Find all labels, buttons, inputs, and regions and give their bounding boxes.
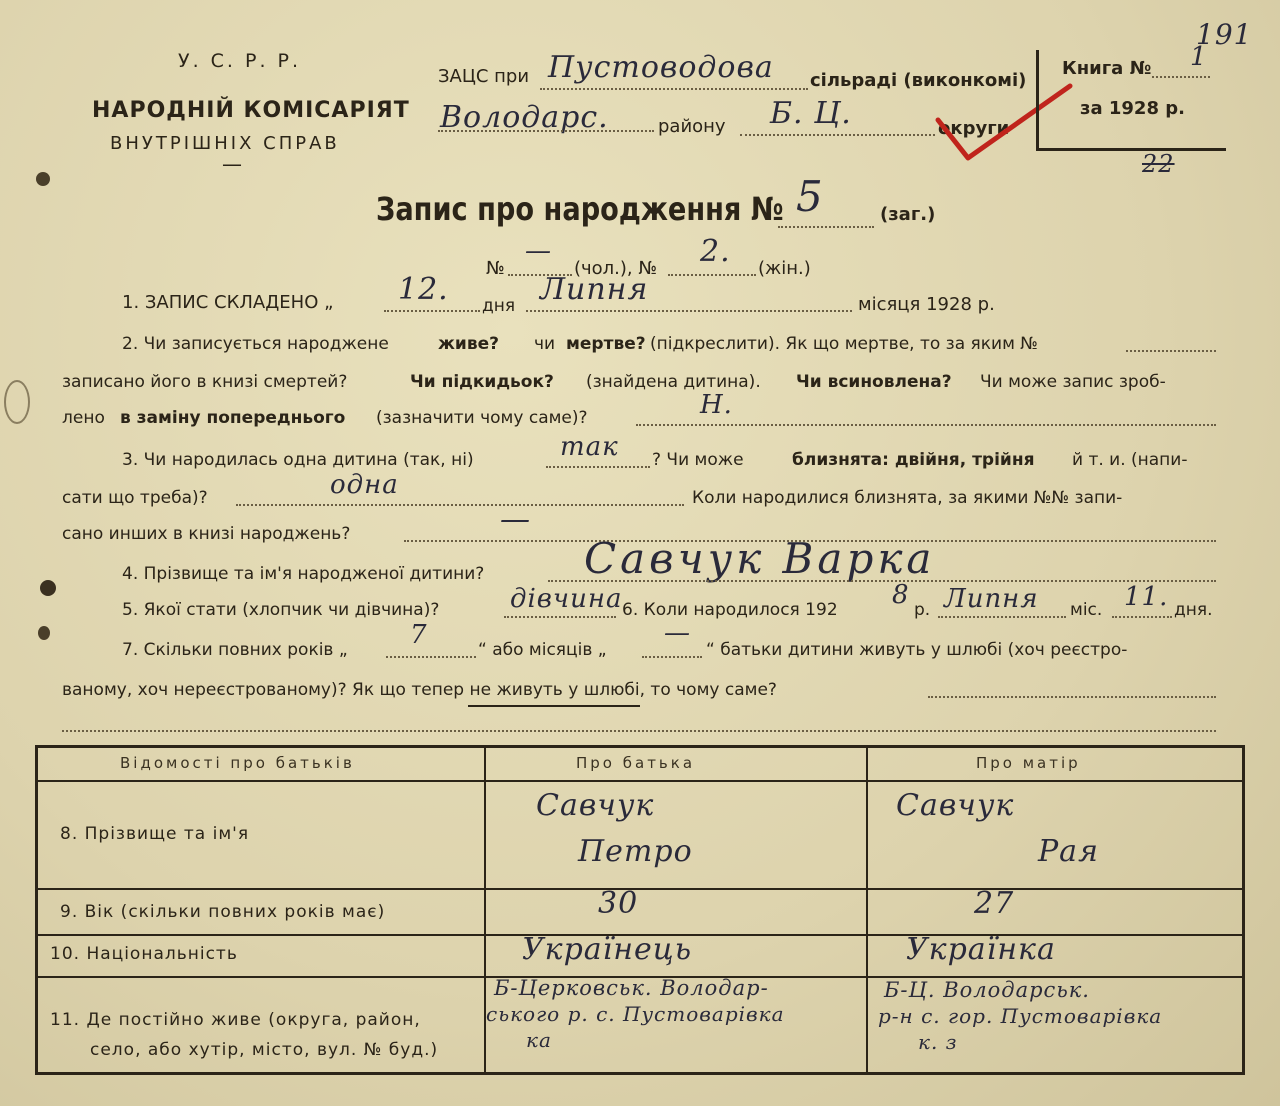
mother-residence-line1: Б-Ц. Володарськ. bbox=[884, 978, 1090, 1002]
table-header-divider bbox=[38, 780, 1242, 782]
item6-r: р. bbox=[914, 600, 931, 620]
zags-dotline bbox=[540, 88, 808, 90]
item1-day-label: дня bbox=[482, 296, 516, 316]
record-title: Запис про народження № bbox=[376, 190, 784, 228]
parents-table bbox=[35, 745, 1245, 1075]
punch-hole-mark bbox=[40, 580, 56, 596]
item7-d: ваному, хоч нереєстрованому)? Як що тепер не живуть у шлюбі, то чому саме? bbox=[62, 680, 777, 700]
item2-replace: в заміну попереднього bbox=[120, 408, 346, 428]
item2-dotline1 bbox=[1126, 350, 1216, 352]
item3-line2-a: сати що треба)? bbox=[62, 488, 208, 508]
male-label: (чол.), № bbox=[574, 258, 658, 279]
record-number-dotline bbox=[778, 226, 874, 228]
item1-month-dotline bbox=[526, 310, 852, 312]
zags-prefix: ЗАЦС при bbox=[438, 66, 530, 87]
header-dash: — bbox=[222, 152, 242, 176]
item1-suffix: місяця 1928 р. bbox=[858, 294, 995, 315]
item2-alive: живе? bbox=[438, 334, 499, 354]
father-residence-line2: ського р. с. Пустоварівка bbox=[486, 1002, 785, 1026]
table-header-info: Відомості про батьків bbox=[120, 754, 355, 772]
item7-years-dotline bbox=[386, 656, 476, 658]
item3-line1-c: й т. и. (напи- bbox=[1072, 450, 1188, 470]
item3-value2: одна bbox=[330, 470, 399, 500]
item7-underline bbox=[468, 705, 640, 707]
item2-or: чи bbox=[534, 334, 556, 354]
table-col-divider-2 bbox=[866, 748, 868, 1072]
item3-line2-b: Коли народилися близнята, за якими №№ запи- bbox=[692, 488, 1123, 508]
item7-b: “ або місяців „ bbox=[478, 640, 607, 660]
male-number-value: — bbox=[525, 236, 552, 266]
item3-line1-a: 3. Чи народилась одна дитина (так, ні) bbox=[122, 450, 474, 470]
table-row-divider-1 bbox=[38, 888, 1242, 890]
silradi-label: сільраді (виконкомі) bbox=[810, 70, 1027, 91]
item1-day-dotline bbox=[384, 310, 480, 312]
child-name-value: Савчук Варка bbox=[584, 534, 936, 583]
item5-dotline bbox=[504, 616, 616, 618]
book-label: Книга № bbox=[1062, 58, 1152, 79]
item3-value3: — bbox=[500, 502, 531, 537]
district-dotline bbox=[438, 130, 654, 132]
row9-label: 9. Вік (скільки повних років має) bbox=[60, 902, 386, 922]
record-number: 5 bbox=[796, 172, 827, 221]
table-header-mother: Про матір bbox=[976, 754, 1081, 772]
item6-dnia: дня. bbox=[1174, 600, 1213, 620]
item7-c: “ батьки дитини живуть у шлюбі (хоч реєстро- bbox=[706, 640, 1128, 660]
item2-dead: мертве? bbox=[566, 334, 646, 354]
birth-month-value: Липня bbox=[944, 584, 1039, 614]
item4-dotline bbox=[548, 580, 1216, 582]
corner-page-number: 22 bbox=[1142, 150, 1175, 178]
item4-label: 4. Прізвище та ім'я народженої дитини? bbox=[122, 564, 485, 584]
okruhy-label: округи bbox=[938, 118, 1010, 139]
book-dotline bbox=[1152, 76, 1210, 78]
birth-year-value: 8 bbox=[892, 580, 910, 610]
book-year: за 1928 р. bbox=[1080, 98, 1185, 119]
okruha-dotline bbox=[740, 134, 935, 136]
item2-line1-b: (підкреслити). Як що мертве, то за яким № bbox=[650, 334, 1038, 354]
item2-line3-a: лено bbox=[62, 408, 105, 428]
record-suffix: (заг.) bbox=[880, 204, 936, 225]
item2-line2-c: Чи може запис зроб- bbox=[980, 372, 1166, 392]
item6-month-dotline bbox=[938, 616, 1066, 618]
no-label: № bbox=[486, 258, 505, 279]
item6-day-dotline bbox=[1112, 616, 1172, 618]
birth-day-value: 11. bbox=[1124, 582, 1169, 612]
father-residence-line1: Б-Церковськ. Володар- bbox=[494, 976, 769, 1000]
item3-twins: близнята: двійня, трійня bbox=[792, 450, 1035, 470]
punch-hole-mark bbox=[36, 172, 50, 186]
item3-dotline2 bbox=[236, 504, 684, 506]
father-age: 30 bbox=[598, 886, 639, 921]
father-name: Петро bbox=[578, 834, 693, 869]
table-header-father: Про батька bbox=[576, 754, 696, 772]
female-number-value: 2. bbox=[700, 234, 731, 269]
book-box-left-border bbox=[1036, 50, 1039, 150]
item7-dotline2 bbox=[62, 730, 1216, 732]
item2-line1-a: 2. Чи записується народжене bbox=[122, 334, 389, 354]
father-surname: Савчук bbox=[536, 788, 655, 823]
item7-a: 7. Скільки повних років „ bbox=[122, 640, 348, 660]
item2-value: Н. bbox=[700, 390, 733, 420]
item1-month-value: Липня bbox=[540, 272, 649, 307]
item5-label: 5. Якої стати (хлопчик чи дівчина)? bbox=[122, 600, 440, 620]
female-dotline bbox=[668, 274, 756, 276]
item7-months-dotline bbox=[642, 656, 702, 658]
raion-label: району bbox=[658, 116, 726, 137]
district-value: Володарс. bbox=[440, 100, 609, 135]
item6-label: 6. Коли народилося 192 bbox=[622, 600, 838, 620]
father-residence-line3: ка bbox=[526, 1028, 552, 1052]
marriage-years-value: 7 bbox=[410, 620, 428, 650]
mother-surname: Савчук bbox=[896, 788, 1015, 823]
mother-nationality: Українка bbox=[906, 932, 1056, 967]
female-label: (жін.) bbox=[758, 258, 811, 279]
item2-foundling: Чи підкидьок? bbox=[410, 372, 554, 392]
item2-adopted: Чи всиновлена? bbox=[796, 372, 952, 392]
book-value: 1 bbox=[1190, 42, 1208, 72]
item3-line1-b: ? Чи може bbox=[652, 450, 744, 470]
item2-line2-a: записано його в книзі смертей? bbox=[62, 372, 348, 392]
row11-label-line1: 11. Де постійно живе (округа, район, bbox=[50, 1010, 421, 1030]
red-check-mark-icon bbox=[930, 80, 1080, 170]
father-nationality: Українець bbox=[522, 932, 693, 967]
item1-day-value: 12. bbox=[398, 272, 449, 307]
mother-residence-line2: р-н с. гор. Пустоварівка bbox=[878, 1004, 1163, 1028]
item3-line3: сано инших в книзі народжень? bbox=[62, 524, 351, 544]
punch-hole-mark bbox=[38, 626, 50, 640]
punch-hole-mark bbox=[4, 380, 30, 424]
row11-label-line2: село, або хутір, місто, вул. № буд.) bbox=[90, 1040, 439, 1060]
item2-line2-b: (знайдена дитина). bbox=[586, 372, 761, 392]
book-box-bottom-border bbox=[1036, 148, 1226, 151]
commissariat-title: НАРОДНІЙ КОМІСАРІЯТ bbox=[92, 98, 410, 123]
item1-prefix: 1. ЗАПИС СКЛАДЕНО „ bbox=[122, 292, 334, 313]
mother-name: Рая bbox=[1038, 834, 1099, 869]
item3-value: так bbox=[560, 432, 619, 462]
item3-dotline1 bbox=[546, 466, 650, 468]
item2-line3-b: (зазначити чому саме)? bbox=[376, 408, 588, 428]
corner-archive-number: 191 bbox=[1196, 18, 1253, 51]
mother-age: 27 bbox=[974, 886, 1015, 921]
child-sex-value: дівчина bbox=[510, 584, 623, 614]
item2-dotline3 bbox=[636, 424, 1216, 426]
zags-value: Пустоводова bbox=[548, 50, 774, 85]
okruha-value: Б. Ц. bbox=[770, 96, 852, 131]
marriage-months-value: — bbox=[664, 618, 691, 648]
republic-abbr: У. С. Р. Р. bbox=[178, 50, 302, 72]
item6-mis: міс. bbox=[1070, 600, 1103, 620]
row8-label: 8. Прізвище та ім'я bbox=[60, 824, 250, 844]
commissariat-subtitle: ВНУТРІШНІХ СПРАВ bbox=[110, 133, 340, 154]
item7-dotline1 bbox=[928, 696, 1216, 698]
mother-residence-line3: к. з bbox=[918, 1030, 958, 1054]
row10-label: 10. Національність bbox=[50, 944, 238, 964]
